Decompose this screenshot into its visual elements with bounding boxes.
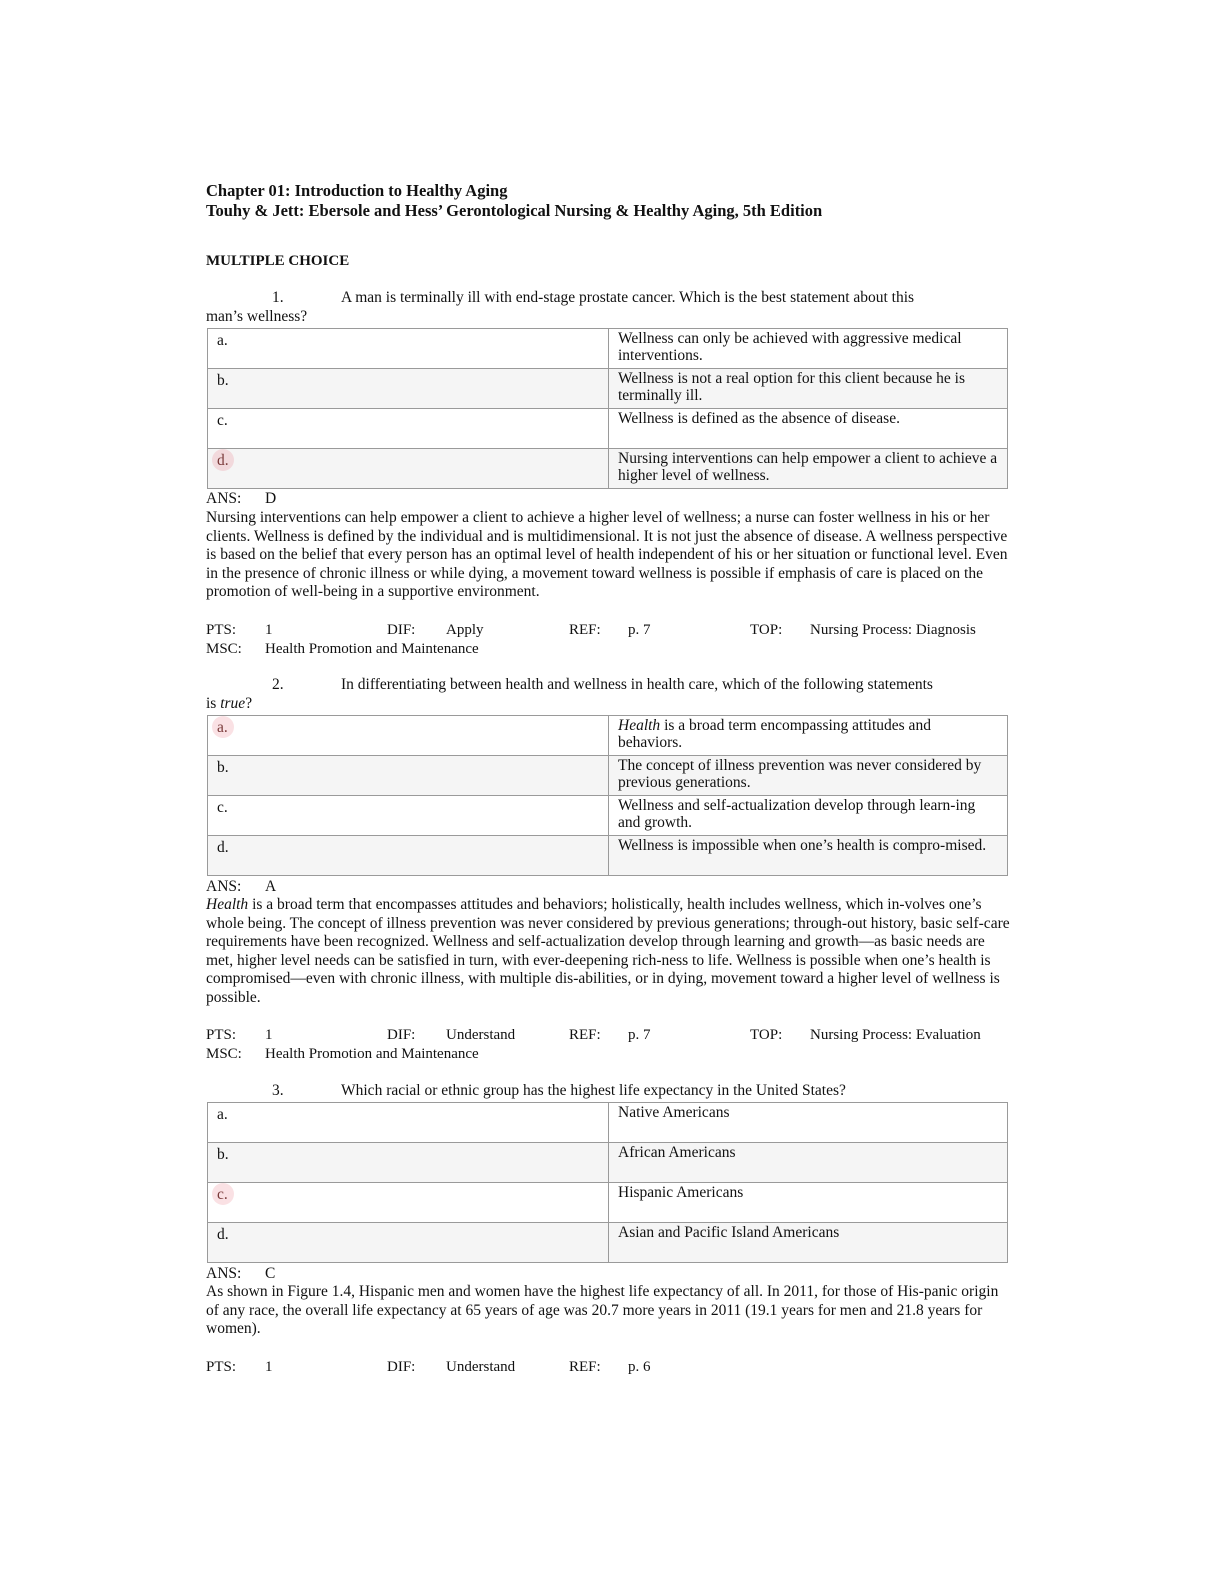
option-row[interactable] — [208, 329, 1008, 369]
option-row-correct[interactable] — [208, 449, 1008, 489]
option-letter: a. — [208, 1103, 609, 1143]
options-table — [207, 328, 1008, 489]
option-text: Wellness and self-actualization develop through learn-ing and growth. — [609, 796, 1008, 836]
option-text: Wellness can only be achieved with aggressive medical interventions. — [609, 329, 1008, 369]
option-row[interactable] — [208, 836, 1008, 876]
option-letter: b. — [208, 369, 609, 409]
option-letter: d. — [208, 836, 609, 876]
option-row[interactable] — [208, 1143, 1008, 1183]
option-text: Hispanic Americans — [609, 1183, 1008, 1223]
top-label: TOP: — [750, 1027, 783, 1043]
option-letter: b. — [208, 1143, 609, 1183]
rationale: As shown in Figure 1.4, Hispanic men and women have the highest life expectancy of all. In 2011, for those of His-panic origin of any race, the overall life expectancy at 65 years of age was 20.7 more years in 2011 (19.1 years for men and 21.8 years for women). — [206, 1283, 999, 1338]
ref-label: REF: — [569, 1359, 601, 1375]
options-table — [207, 1102, 1008, 1263]
option-row[interactable] — [208, 409, 1008, 449]
option-row[interactable] — [208, 1223, 1008, 1263]
msc-label: MSC: — [206, 641, 242, 657]
dif-label: DIF: — [387, 1027, 416, 1043]
option-letter: d. — [208, 1223, 609, 1263]
option-letter: c. — [208, 409, 609, 449]
question-stem-continued: is true? — [206, 695, 253, 712]
ref-label: REF: — [569, 1027, 601, 1043]
option-text: Nursing interventions can help empower a client to achieve a higher level of wellness. — [609, 449, 1008, 489]
option-row-correct[interactable] — [208, 1183, 1008, 1223]
option-letter: c. — [208, 796, 609, 836]
option-text: Health is a broad term encompassing attitudes and behaviors. — [609, 716, 1008, 756]
option-text: Asian and Pacific Island Americans — [609, 1223, 1008, 1263]
book-title: Touhy & Jett: Ebersole and Hess’ Gerontological Nursing & Healthy Aging, 5th Edition — [206, 201, 823, 220]
section-heading: MULTIPLE CHOICE — [206, 253, 350, 269]
ref-value: p. 7 — [628, 622, 651, 638]
top-value: Nursing Process: Evaluation — [810, 1027, 981, 1043]
msc-value: Health Promotion and Maintenance — [265, 641, 479, 657]
question-stem-continued: man’s wellness? — [206, 308, 308, 325]
options-table — [207, 715, 1008, 876]
option-letter: b. — [208, 756, 609, 796]
option-row[interactable] — [208, 1103, 1008, 1143]
option-text: Wellness is not a real option for this client because he is terminally ill. — [609, 369, 1008, 409]
answer-label: ANS: — [206, 878, 242, 895]
option-text: Native Americans — [609, 1103, 1008, 1143]
chapter-title: Chapter 01: Introduction to Healthy Aging — [206, 181, 508, 200]
pts-value: 1 — [265, 1359, 273, 1375]
pts-label: PTS: — [206, 1359, 237, 1375]
dif-value: Understand — [446, 1027, 516, 1043]
ref-value: p. 6 — [628, 1359, 651, 1375]
option-row[interactable] — [208, 756, 1008, 796]
question-number: 2. — [272, 676, 284, 693]
rationale: Health is a broad term that encompasses attitudes and behaviors; holistically, health includes wellness, which in-volves one’s whole being. The concept of illness prevention was never considered by previous generations; through-out history, basic self-care requirements have been recognized. Wellness and self-actualization develop through learning and growth—as basic needs are met, higher level needs can be satisfied in turn, with ever-deepening rich-ness to life. Wellness is possible when one’s health is compromised—even with chronic illness, with multiple dis-abilities, or in dying, movement toward a higher level of wellness is possible. — [206, 896, 1010, 1006]
answer-label: ANS: — [206, 490, 242, 507]
question-number: 1. — [272, 289, 284, 306]
ref-label: REF: — [569, 622, 601, 638]
msc-label: MSC: — [206, 1046, 242, 1062]
option-row-correct[interactable] — [208, 716, 1008, 756]
option-letter — [208, 716, 609, 756]
pts-value: 1 — [265, 622, 273, 638]
answer-value: A — [265, 878, 277, 895]
question-stem: In differentiating between health and wellness in health care, which of the following statements — [341, 676, 933, 693]
option-text: African Americans — [609, 1143, 1008, 1183]
pts-label: PTS: — [206, 622, 237, 638]
option-letter — [208, 449, 609, 489]
dif-label: DIF: — [387, 1359, 416, 1375]
dif-label: DIF: — [387, 622, 416, 638]
option-letter: a. — [208, 329, 609, 369]
dif-value: Apply — [446, 622, 484, 638]
pts-value: 1 — [265, 1027, 273, 1043]
top-label: TOP: — [750, 622, 783, 638]
answer-label: ANS: — [206, 1265, 242, 1282]
answer-value: D — [265, 490, 277, 507]
answer-highlight: a. — [217, 719, 228, 736]
rationale: Nursing interventions can help empower a client to achieve a higher level of wellness; a nurse can foster wellness in his or her clients. Wellness is defined by the individual and is multidimensional. It is not just the absence of disease. A wellness perspective is based on the belief that every person has an optimal level of health independent of his or her situation or functional level. Even in the presence of chronic illness or while dying, a movement toward wellness is possible if emphasis of care is placed on the promotion of well-being in a supportive environment. — [206, 509, 1008, 601]
option-letter — [208, 1183, 609, 1223]
question-stem: A man is terminally ill with end-stage prostate cancer. Which is the best statement about this — [341, 289, 915, 306]
pts-label: PTS: — [206, 1027, 237, 1043]
option-row[interactable] — [208, 369, 1008, 409]
question-number: 3. — [272, 1082, 284, 1099]
option-text: The concept of illness prevention was never considered by previous generations. — [609, 756, 1008, 796]
dif-value: Understand — [446, 1359, 516, 1375]
option-text: Wellness is impossible when one’s health is compro-mised. — [609, 836, 1008, 876]
answer-highlight: c. — [217, 1186, 228, 1203]
question-stem: Which racial or ethnic group has the highest life expectancy in the United States? — [341, 1082, 846, 1099]
answer-highlight: d. — [217, 452, 229, 469]
option-row[interactable] — [208, 796, 1008, 836]
option-text: Wellness is defined as the absence of disease. — [609, 409, 1008, 449]
answer-value: C — [265, 1265, 276, 1282]
msc-value: Health Promotion and Maintenance — [265, 1046, 479, 1062]
top-value: Nursing Process: Diagnosis — [810, 622, 976, 638]
ref-value: p. 7 — [628, 1027, 651, 1043]
